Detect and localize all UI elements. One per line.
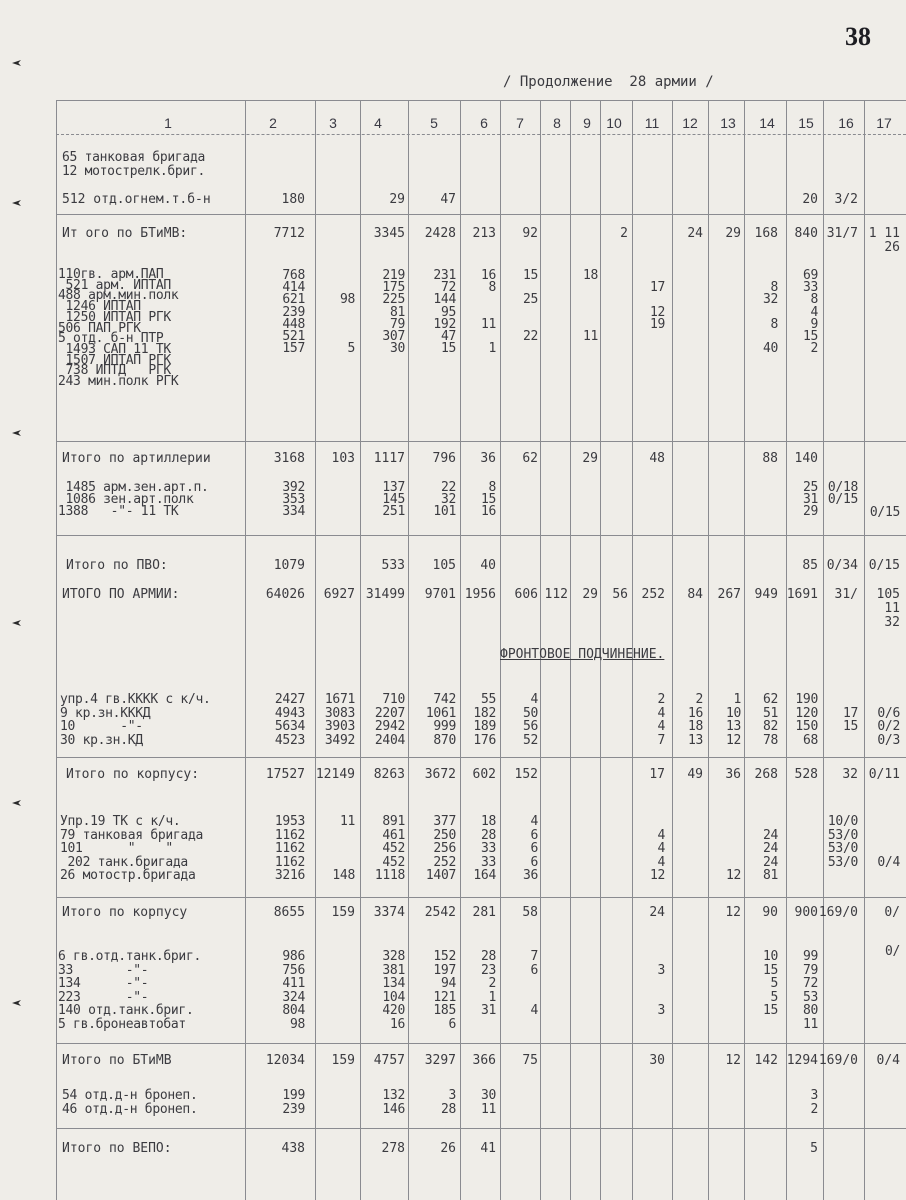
table-cell: 3 28 bbox=[440, 1088, 456, 1117]
table-cell: 0/4 bbox=[877, 854, 900, 870]
column-header: 6 bbox=[480, 115, 488, 131]
table-cell: 1691 bbox=[786, 587, 818, 602]
table-cell: 31/ bbox=[834, 587, 858, 602]
table-cell: 8 15 16 bbox=[480, 480, 496, 519]
table-top-rule bbox=[56, 100, 906, 101]
table-cell: 219 175 225 81 79 307 30 bbox=[382, 268, 405, 357]
table-cell: 190 120 150 68 bbox=[795, 692, 818, 748]
continuation-header: / Продолжение 28 армии / bbox=[503, 74, 714, 90]
table-cell: 796 bbox=[432, 451, 456, 466]
table-cell: 159 bbox=[331, 905, 355, 920]
table-cell: 1117 bbox=[373, 451, 405, 466]
table-cell: 199 239 bbox=[282, 1088, 305, 1117]
table-cell: 377 250 256 252 1407 bbox=[425, 814, 456, 884]
table-cell: 36 bbox=[725, 767, 741, 782]
column-header: 5 bbox=[430, 115, 438, 131]
table-cell: 142 bbox=[754, 1053, 778, 1068]
table-cell: 0/ bbox=[884, 944, 900, 959]
binder-hole bbox=[12, 800, 21, 806]
table-cell: 1294 bbox=[786, 1053, 818, 1068]
table-cell: 7712 bbox=[273, 226, 305, 241]
table-cell: 3168 bbox=[273, 451, 305, 466]
table-cell: 24 bbox=[687, 226, 703, 241]
column-rule bbox=[315, 100, 316, 1200]
column-header: 13 bbox=[720, 115, 736, 131]
table-cell: 0/4 bbox=[876, 1053, 900, 1068]
table-cell: 278 bbox=[381, 1141, 405, 1156]
table-cell: 32 bbox=[842, 767, 858, 782]
table-cell: 24 bbox=[649, 905, 665, 920]
row-rule bbox=[56, 897, 906, 898]
table-cell: 112 bbox=[544, 587, 568, 602]
table-cell: 2542 bbox=[424, 905, 456, 920]
table-cell: 602 bbox=[472, 767, 496, 782]
column-rule bbox=[408, 100, 409, 1200]
table-cell: 16 8 11 1 bbox=[480, 268, 496, 357]
table-cell: 26 bbox=[440, 1141, 456, 1156]
table-cell: 213 bbox=[472, 226, 496, 241]
table-cell: 103 bbox=[331, 451, 355, 466]
table-cell: 949 bbox=[754, 587, 778, 602]
row-rule bbox=[56, 535, 906, 536]
table-cell: 4757 bbox=[373, 1053, 405, 1068]
column-header: 2 bbox=[269, 115, 277, 131]
table-cell: 891 461 452 452 1118 bbox=[374, 814, 405, 884]
column-header: 15 bbox=[798, 115, 814, 131]
table-cell: 62 bbox=[522, 451, 538, 466]
binder-hole bbox=[12, 1000, 21, 1006]
table-cell: 152 bbox=[514, 767, 538, 782]
total-label: Итого по корпусу: bbox=[66, 767, 200, 782]
column-rule bbox=[460, 100, 461, 1200]
column-rule bbox=[823, 100, 824, 1200]
table-cell: 88 bbox=[762, 451, 778, 466]
table-cell: 10/0 53/0 53/0 53/0 bbox=[827, 814, 858, 870]
table-cell: 4 6 6 6 36 bbox=[522, 814, 538, 884]
section-title: ФРОНТОВОЕ ПОДЧИНЕНИЕ. bbox=[500, 647, 665, 662]
air-defense-unit-names: 1485 арм.зен.арт.п. 1086 зен.арт.полк 1388 -"- 11 ТК bbox=[58, 480, 209, 519]
table-cell: 606 bbox=[514, 587, 538, 602]
total-label: Итого по ПВО: bbox=[66, 558, 168, 573]
table-cell: 30 bbox=[649, 1053, 665, 1068]
column-header: 9 bbox=[583, 115, 591, 131]
table-cell: 17 12 19 bbox=[649, 280, 665, 332]
table-cell: 180 bbox=[281, 192, 305, 207]
table-cell: 48 bbox=[649, 451, 665, 466]
table-cell: 2427 4943 5634 4523 bbox=[274, 692, 305, 748]
table-cell: 1 11 bbox=[868, 226, 900, 241]
column-header: 17 bbox=[876, 115, 892, 131]
row-label: 512 отд.огнем.т.б-н bbox=[62, 192, 211, 207]
table-cell: 900 bbox=[794, 905, 818, 920]
row-rule bbox=[56, 441, 906, 442]
table-cell: 75 bbox=[522, 1053, 538, 1068]
column-header: 4 bbox=[374, 115, 382, 131]
table-cell: 12 bbox=[725, 1053, 741, 1068]
table-cell: 90 bbox=[762, 905, 778, 920]
table-cell: 31499 bbox=[365, 587, 405, 602]
table-cell: 3374 bbox=[373, 905, 405, 920]
corps4-unit-names: упр.4 гв.КККК с к/ч. 9 кр.зн.КККД 10 -"- 30 кр.зн.КД bbox=[60, 692, 211, 748]
army-total-label: ИТОГО ПО АРМИИ: bbox=[62, 587, 180, 602]
table-cell: 0/6 0/2 0/3 bbox=[877, 705, 900, 748]
table-cell: 8263 bbox=[373, 767, 405, 782]
column-header: 14 bbox=[759, 115, 775, 131]
brigade-names: 65 танковая бригада 12 мотострелк.бриг. bbox=[62, 150, 206, 179]
table-cell: 0/15 bbox=[868, 558, 900, 573]
column-header: 7 bbox=[516, 115, 524, 131]
table-cell: 4 50 56 52 bbox=[522, 692, 538, 748]
table-cell: 3672 bbox=[424, 767, 456, 782]
column-rule bbox=[245, 100, 246, 1200]
table-cell: 31/7 bbox=[826, 226, 858, 241]
table-cell: 169/0 bbox=[818, 1053, 858, 1068]
table-cell: 105 bbox=[432, 558, 456, 573]
table-cell: 62 51 82 78 bbox=[762, 692, 778, 748]
table-cell: 24 24 24 81 bbox=[762, 827, 778, 884]
table-cell: 3 3 bbox=[657, 962, 665, 1019]
table-cell: 1953 1162 1162 1162 3216 bbox=[274, 814, 305, 884]
table-cell: 281 bbox=[472, 905, 496, 920]
table-cell: 15 25 22 bbox=[522, 268, 538, 345]
total-label: Итого по БТиМВ bbox=[62, 1053, 172, 1068]
column-rule bbox=[786, 100, 787, 1200]
table-cell: 1 10 13 12 bbox=[725, 692, 741, 748]
column-header: 11 bbox=[644, 115, 660, 131]
armored-train-names: 54 отд.д-н бронеп. 46 отд.д-н бронеп. bbox=[62, 1088, 198, 1117]
table-cell: 169/0 bbox=[818, 905, 858, 920]
column-header: 8 bbox=[553, 115, 561, 131]
table-cell: 105 bbox=[876, 587, 900, 602]
column-header: 10 bbox=[606, 115, 622, 131]
table-cell: 152 197 94 121 185 6 bbox=[433, 949, 456, 1032]
table-cell: 528 bbox=[794, 767, 818, 782]
table-cell: 1956 bbox=[464, 587, 496, 602]
table-cell: 41 bbox=[480, 1141, 496, 1156]
table-cell: 98 5 bbox=[339, 292, 355, 357]
column-header: 3 bbox=[329, 115, 337, 131]
column-rule bbox=[360, 100, 361, 1200]
table-cell: 29 bbox=[582, 587, 598, 602]
table-cell: 0/ bbox=[884, 905, 900, 920]
column-rule bbox=[744, 100, 745, 1200]
table-cell: 84 bbox=[687, 587, 703, 602]
table-cell: 986 756 411 324 804 98 bbox=[282, 949, 305, 1032]
artillery-unit-names: 110гв. арм.ПАП 521 арм. ИПТАП 488 арм.мин.полк 1246 ИПТАП 1250 ИПТАП РГК 506 ПАП РГК 5 отд. б-н ПТР 1493 САП 11 ТК 1507 ИПТАП РГК 738 ИПТД РГК 243 мин.полк РГК bbox=[58, 267, 179, 390]
table-cell: 6927 bbox=[323, 587, 355, 602]
table-cell: 2 16 18 13 bbox=[687, 692, 703, 748]
table-cell: 22 32 101 bbox=[433, 480, 456, 519]
table-cell: 533 bbox=[381, 558, 405, 573]
table-cell: 28 23 2 1 31 bbox=[480, 949, 496, 1019]
table-cell: 55 182 189 176 bbox=[473, 692, 496, 748]
table-cell: 12149 bbox=[315, 767, 355, 782]
row-rule bbox=[56, 214, 906, 215]
total-label: Итого по корпусу bbox=[62, 905, 188, 920]
table-cell: 768 414 621 239 448 521 157 bbox=[282, 268, 305, 357]
table-cell: 25 31 29 bbox=[802, 480, 818, 519]
table-cell: 26 bbox=[884, 240, 900, 255]
column-header: 16 bbox=[838, 115, 854, 131]
table-cell: 252 bbox=[641, 587, 665, 602]
row-rule bbox=[56, 1128, 906, 1129]
column-rule bbox=[56, 100, 57, 1200]
table-cell: 392 353 334 bbox=[282, 480, 305, 519]
table-cell: 3/2 bbox=[834, 192, 858, 207]
total-label: Итого по ВЕПО: bbox=[62, 1141, 172, 1156]
table-cell: 3345 bbox=[373, 226, 405, 241]
table-cell: 12 bbox=[725, 868, 741, 884]
table-cell: 29 bbox=[582, 451, 598, 466]
column-rule bbox=[864, 100, 865, 1200]
table-cell: 3297 bbox=[424, 1053, 456, 1068]
total-label: Итого по артиллерии bbox=[62, 451, 211, 466]
table-cell: 47 bbox=[440, 192, 456, 207]
table-cell: 0/15 bbox=[869, 505, 900, 520]
column-header: 12 bbox=[682, 115, 698, 131]
table-cell: 11 148 bbox=[332, 814, 355, 884]
binder-hole bbox=[12, 430, 21, 436]
header-rule bbox=[56, 134, 906, 135]
table-cell: 58 bbox=[522, 905, 538, 920]
row-rule bbox=[56, 1043, 906, 1044]
table-cell: 17 bbox=[649, 767, 665, 782]
table-cell: 2428 bbox=[424, 226, 456, 241]
table-cell: 12034 bbox=[265, 1053, 305, 1068]
column-rule bbox=[672, 100, 673, 1200]
corps19-unit-names: Упр.19 ТК с к/ч. 79 танковая бригада 101 " " 202 танк.бригада 26 мотостр.бригада bbox=[60, 814, 204, 884]
binder-hole bbox=[12, 200, 21, 206]
table-cell: 366 bbox=[472, 1053, 496, 1068]
tank-brigade-names: 6 гв.отд.танк.бриг. 33 -"- 134 -"- 223 -"- 140 отд.танк.бриг. 5 гв.бронеавтобат bbox=[58, 949, 202, 1032]
page-number: 38 bbox=[845, 22, 871, 51]
table-cell: 36 bbox=[480, 451, 496, 466]
table-cell: 29 bbox=[725, 226, 741, 241]
table-cell: 17527 bbox=[265, 767, 305, 782]
table-cell: 710 2207 2942 2404 bbox=[374, 692, 405, 748]
table-cell: 99 79 72 53 80 11 bbox=[802, 949, 818, 1032]
table-cell: 11 bbox=[884, 601, 900, 616]
table-cell: 0/34 bbox=[826, 558, 858, 573]
table-cell: 2 bbox=[620, 226, 628, 241]
table-cell: 159 bbox=[331, 1053, 355, 1068]
table-cell: 18 28 33 33 164 bbox=[473, 814, 496, 884]
table-cell: 0/11 bbox=[868, 767, 900, 782]
table-cell: 85 bbox=[802, 558, 818, 573]
table-cell: 8655 bbox=[273, 905, 305, 920]
table-cell: 10 15 5 5 15 bbox=[762, 949, 778, 1019]
table-cell: 30 11 bbox=[480, 1088, 496, 1117]
binder-hole bbox=[12, 60, 21, 66]
table-cell: 137 145 251 bbox=[382, 480, 405, 519]
table-cell: 29 bbox=[389, 192, 405, 207]
table-cell: 64026 bbox=[265, 587, 305, 602]
table-cell: 7 6 4 bbox=[530, 949, 538, 1019]
table-cell: 8 32 8 40 bbox=[762, 280, 778, 357]
table-cell: 0/18 0/15 bbox=[827, 480, 858, 507]
table-cell: 3 2 bbox=[810, 1088, 818, 1117]
table-cell: 168 bbox=[754, 226, 778, 241]
table-cell: 2 4 4 7 bbox=[657, 692, 665, 748]
table-cell: 268 bbox=[754, 767, 778, 782]
row-rule bbox=[56, 757, 906, 758]
table-cell: 231 72 144 95 192 47 15 bbox=[433, 268, 456, 357]
table-cell: 5 bbox=[810, 1141, 818, 1156]
table-cell: 840 bbox=[794, 226, 818, 241]
table-cell: 17 15 bbox=[842, 705, 858, 735]
table-cell: 1079 bbox=[273, 558, 305, 573]
table-cell: 328 381 134 104 420 16 bbox=[382, 949, 405, 1032]
table-cell: 438 bbox=[281, 1141, 305, 1156]
table-cell: 132 146 bbox=[382, 1088, 405, 1117]
binder-hole bbox=[12, 620, 21, 626]
table-cell: 9701 bbox=[424, 587, 456, 602]
table-cell: 40 bbox=[480, 558, 496, 573]
table-cell: 32 bbox=[884, 615, 900, 630]
table-cell: 92 bbox=[522, 226, 538, 241]
column-rule bbox=[708, 100, 709, 1200]
table-cell: 4 4 4 12 bbox=[649, 827, 665, 884]
column-header: 1 bbox=[164, 115, 172, 131]
table-cell: 12 bbox=[725, 905, 741, 920]
table-cell: 267 bbox=[717, 587, 741, 602]
table-cell: 18 11 bbox=[582, 268, 598, 345]
table-cell: 140 bbox=[794, 451, 818, 466]
table-cell: 56 bbox=[612, 587, 628, 602]
table-cell: 1671 3083 3903 3492 bbox=[324, 692, 355, 748]
table-cell: 49 bbox=[687, 767, 703, 782]
table-cell: 742 1061 999 870 bbox=[425, 692, 456, 748]
table-cell: 20 bbox=[802, 192, 818, 207]
total-label: Ит ого по БТиМВ: bbox=[62, 226, 188, 241]
table-cell: 69 33 8 4 9 15 2 bbox=[802, 268, 818, 357]
